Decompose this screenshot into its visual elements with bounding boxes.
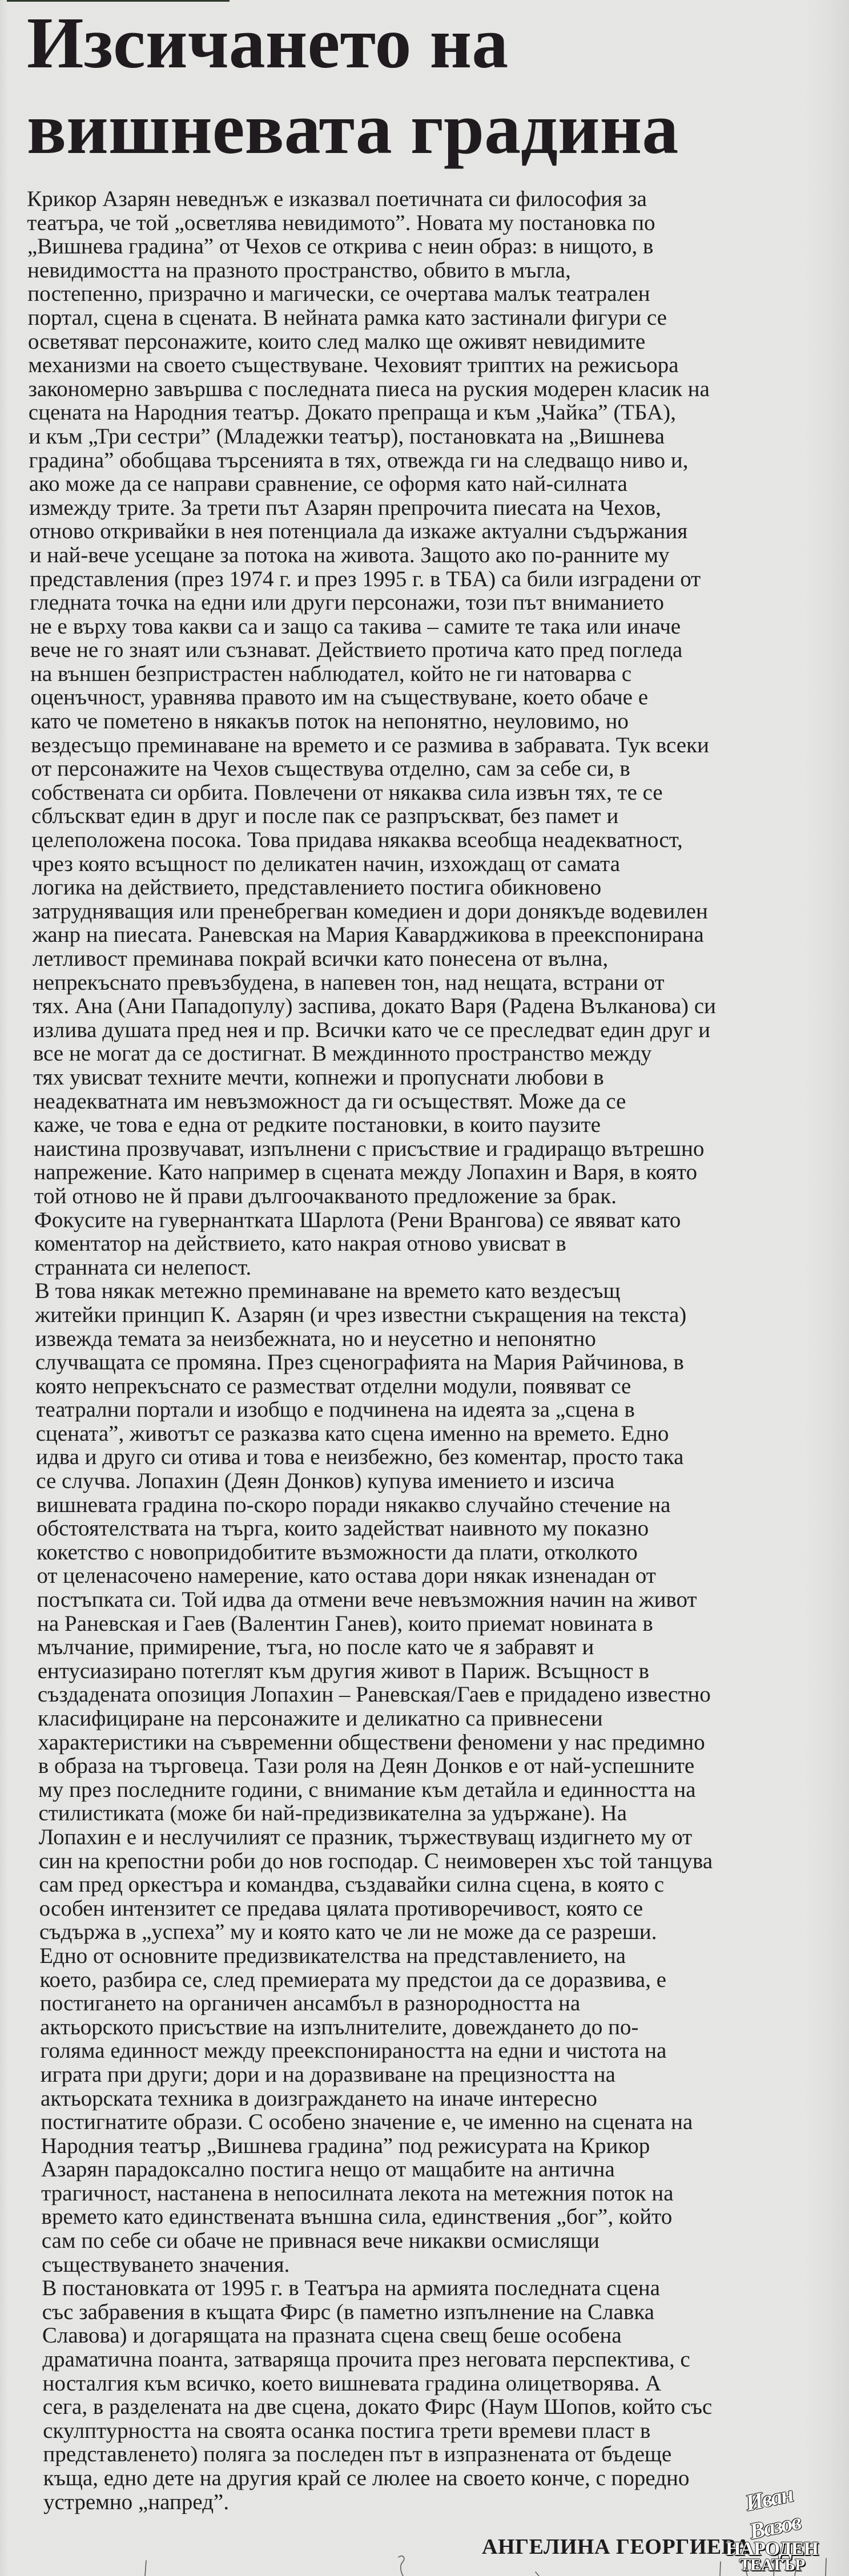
handwritten-marks [0,2555,849,2576]
text-line: чрез която всъщност по деликатен начин, изхождащ от самата [31,851,621,876]
text-line: стилистиката (може би най-предизвикателна за удържане). На [38,1801,627,1826]
text-line: сам пред оркестъра и командва, създавайки силна сцена, в която с [39,1872,665,1897]
text-line: случващата се промяна. През сценографията на Мария Райчинова, в [35,1350,684,1375]
text-line: сам по себе си обаче не привнася вече никакви осмислящи [41,2228,600,2254]
text-line: и към „Три сестри” (Младежки театър), постановката на „Вишнева [28,424,665,449]
text-line: измежду трите. За трети път Азарян препрочита пиесата на Чехов, [29,495,662,520]
text-line: закономерно завършва с последната пиеса на руския модерен класик на [28,376,710,401]
text-line: със забравения в къщата Фирс (в паметно изпълнение на Славка [42,2299,655,2324]
text-line: извежда темата за неизбежната, но и неусетно и непонятно [35,1326,596,1351]
text-line: градина” обобщава търсенията в тях, отвежда ги на следващо ниво и, [29,448,689,473]
text-line: играта при други; дори и на доразвиване на прецизността на [40,2062,616,2087]
text-line: механизми на своето съществуване. Чеховият триптих на режисьора [28,353,679,378]
text-line: все не могат да се достигнат. В междинното пространство между [33,1041,652,1066]
text-line: характеристики на съвременни обществени феномени у нас предимно [38,1730,705,1755]
logo-script-signature: Иван Вазов [743,2481,803,2545]
text-line: скулптурността на своята осанка постига трети времеви пласт в [42,2418,651,2443]
text-line: логика на действието, представлението постига обикновено [31,875,602,900]
text-line: вече не го знаят или съзнават. Действието протича като пред погледа [30,638,683,663]
text-line: непрекъснато превъзбудена, в напевен тон, над нещата, встрани от [32,970,665,995]
national-theatre-logo [721,2481,823,2574]
text-line: която непрекъснато се разместват отделни модули, появяват се [35,1373,631,1398]
text-line: вишневата градина по-скоро поради някакво случайно стечение на [36,1492,671,1517]
text-line: устремно „напред”. [43,2489,230,2514]
text-line: летливост преминава покрай всички като понесена от вълна, [32,946,609,971]
text-line: Крикор Азарян неведнъж е изказвал поетичната си философия за [26,187,647,211]
text-line: ако може да се направи сравнение, се оформя като най-силната [29,471,628,497]
article-title [27,0,678,171]
text-line: оценъчност, уравнява правото им на съществуване, което обаче е [30,685,649,710]
text-line: вездесъщо преминаване на времето и се размива в забравата. Тук всеки [30,732,710,757]
text-line: сега, в разделената на две сцена, докато Фирс (Наум Шопов, който със [42,2394,713,2420]
text-line: Славова) и догарящата на празната сцена свещ беше особена [42,2323,622,2348]
logo-line-1: НАРОДЕН [726,2538,818,2559]
text-line: Фокусите на гувернантката Шарлота (Рени Врангова) се явяват като [34,1207,681,1232]
text-line: собствената си орбита. Повлечени от някаква сила извън тях, те се [31,780,663,805]
text-line: ентусиазирано потеглят към другия живот в Париж. Всъщност в [37,1658,650,1683]
text-line: му през последните години, с внимание към детайла и единността на [38,1777,696,1802]
text-line: напрежение. Като например в сцената между Лопахин и Варя, в която [34,1160,698,1185]
text-line: коментатор на действието, като накрая отново увисват в [34,1231,566,1256]
text-line: невидимостта на празното пространство, обвито в мъгла, [27,257,571,283]
text-line: от целенасочено намерение, като остава дори някак изненадан от [37,1563,656,1589]
text-line: отново откривайки в нея потенциала да изкаже актуални съдържания [29,519,688,544]
paragraph-1 [27,187,718,1208]
paragraph-5 [42,2276,727,2514]
text-line: което, разбира се, след премиерата му предстои да се доразвива, е [39,1967,667,1992]
text-line: представления (през 1974 г. и през 1995 г. в ТБА) са били изградени от [29,566,701,591]
text-line: жанр на пиесата. Раневская на Мария Каварджикова в преекспонирана [32,922,704,948]
text-line: трагичност, настанена в непосилната лекота на метежния поток на [41,2180,674,2206]
text-line: наистина прозвучават, изпълнени с присъствие и градиращо вътрешно [33,1136,705,1161]
text-line: актьорската техника в доизграждането на иначе интересно [40,2086,598,2111]
text-line: постъпката си. Той идва да отмени вече невъзможния начин на живот [37,1587,697,1612]
text-line: гледната точка на едни или други персонажи, този път вниманието [30,590,665,615]
text-line: от персонажите на Чехов съществува отделно, сам за себе си, в [31,756,630,781]
article-body [27,187,727,2514]
text-line: каже, че това е една от редките постановки, в които паузите [33,1112,601,1138]
text-line: къща, едно дете на другия край се люлее на своето конче, с поредно [43,2466,690,2490]
text-line: не е върху това какви са и защо са такива – самите те така или иначе [30,614,681,639]
text-line: актьорското присъствие на изпълнителите, довеждането до по- [39,2014,639,2039]
title-line-2: вишневата градина [27,88,679,169]
text-line: съдържа в „успеха” му и която като че ли не може да се разреши. [39,1920,657,1945]
text-line: житейки принцип К. Азарян (и чрез известни съкращения на текста) [34,1302,687,1327]
text-line: драматична поанта, затваряща прочита през неговата перспектива, с [42,2347,690,2372]
text-line: Лопахин е и неслучилият се празник, тържествуващ издигнето му от [38,1824,693,1849]
text-line: постигнатите образи. С особено значение е, че именно на сцената на [41,2110,693,2135]
text-line: странната си нелепост. [34,1255,252,1280]
text-line: В това някак метежно преминаване на времето като вездесъщ [34,1279,621,1304]
text-line: постепенно, призрачно и магически, се очертава малък театрален [27,281,650,307]
text-line: Народния театър „Вишнева градина” под режисурата на Крикор [41,2133,650,2158]
text-line: на Раневская и Гаев (Валентин Ганев), които приемат новината в [37,1611,653,1636]
paragraph-3 [35,1279,723,1944]
text-line: „Вишнева градина” от Чехов се открива с неин образ: в нищото, в [27,234,654,259]
text-line: осветяват персонажите, които след малко ще оживят невидимите [27,329,646,354]
paragraph-2 [34,1208,718,1280]
text-line: на външен безпристрастен наблюдател, който не ги натоварва с [30,661,632,686]
text-line: се случва. Лопахин (Деян Донков) купува имението и изсича [36,1469,615,1494]
text-line: театрални портали и изобщо е подчинена на идеята за „сцена в [35,1397,635,1422]
text-line: и най-вече усещане за потока на живота. Защото ако по-ранните му [29,542,670,567]
paragraph-4 [39,1944,725,2276]
author-byline: АНГЕЛИНА ГЕОРГИЕВА [482,2535,751,2559]
text-line: идва и друго си отива и това е неизбежно, без коментар, просто така [35,1445,684,1470]
text-line: носталгия към всичко, което вишневата градина олицетворява. А [42,2371,662,2396]
text-line: театъра, че той „осветлява невидимото”. Новата му постановка по [27,210,655,235]
logo-line-2: ТЕАТЪР [739,2555,805,2574]
text-line: мълчание, примирение, тъга, но после като че я забравят и [37,1635,594,1660]
text-line: съществуването значения. [41,2252,290,2277]
text-line: тях увисват техните мечти, копнежи и пропуснати любови в [33,1065,604,1090]
text-line: кокетство с новопридобитите възможности да плати, отколкото [36,1539,638,1565]
text-line: обстоятелствата на търга, които задействат наивното му показно [36,1516,649,1541]
text-line: сцената на Народния театър. Докато препраща и към „Чайка” (ТБА), [28,400,677,425]
text-line: неадекватната им невъзможност да ги осъществят. Може да се [33,1089,626,1114]
text-line: представленето) поляга за последен път в изпразнената от бъдеще [43,2442,672,2467]
text-line: целеположена посока. Това придава някаква всеобща неадекватност, [31,828,683,853]
text-line: сцената”, животът се разказва като сцена именно на времето. Едно [35,1421,669,1446]
text-line: Азарян парадоксално постига нещо от мащабите на антична [41,2157,615,2182]
text-line: постигането на органичен ансамбъл в разнородността на [39,1991,581,2016]
text-line: В постановката от 1995 г. в Театъра на армията последната сцена [42,2276,661,2301]
text-line: в образа на търговеца. Тази роля на Деян Донков е от най-успешните [38,1753,695,1779]
text-line: сблъскват един в друг и после пак се разпръскват, без памет и [31,804,619,829]
text-line: особен интензитет се предава цялата противоречивост, която се [39,1896,643,1921]
text-line: времето като единствената външна сила, единствения „бог”, който [41,2204,673,2230]
text-line: класифициране на персонажите и деликатно са привнесени [38,1706,603,1731]
text-line: създадената опозиция Лопахин – Раневская/Гаев е придадено известно [37,1682,711,1707]
text-line: Едно от основните предизвикателства на представлението, на [39,1943,626,1968]
text-line: като че пометено в някакъв поток на непонятно, неуловимо, но [30,709,629,734]
text-line: тях. Ана (Ани Пападопулу) заспива, докато Варя (Радена Вълканова) си [33,994,717,1019]
text-line: той отново не й прави дългоочакваното предложение за брак. [34,1183,617,1208]
text-line: излива душата пред нея и пр. Всички като че се преследват един друг и [33,1017,711,1042]
title-line-1: Изсичането на [27,2,509,83]
text-line: голяма единност между преекспонираността на едни и чистота на [40,2038,667,2063]
text-line: портал, сцена в сцената. В нейната рамка като застинали фигури се [27,305,667,330]
text-line: затрудняващия или пренебрегван комедиен и дори донякъде водевилен [31,898,708,924]
text-line: син на крепостни роби до нов господар. С неимоверен хъс той танцува [38,1848,713,1873]
